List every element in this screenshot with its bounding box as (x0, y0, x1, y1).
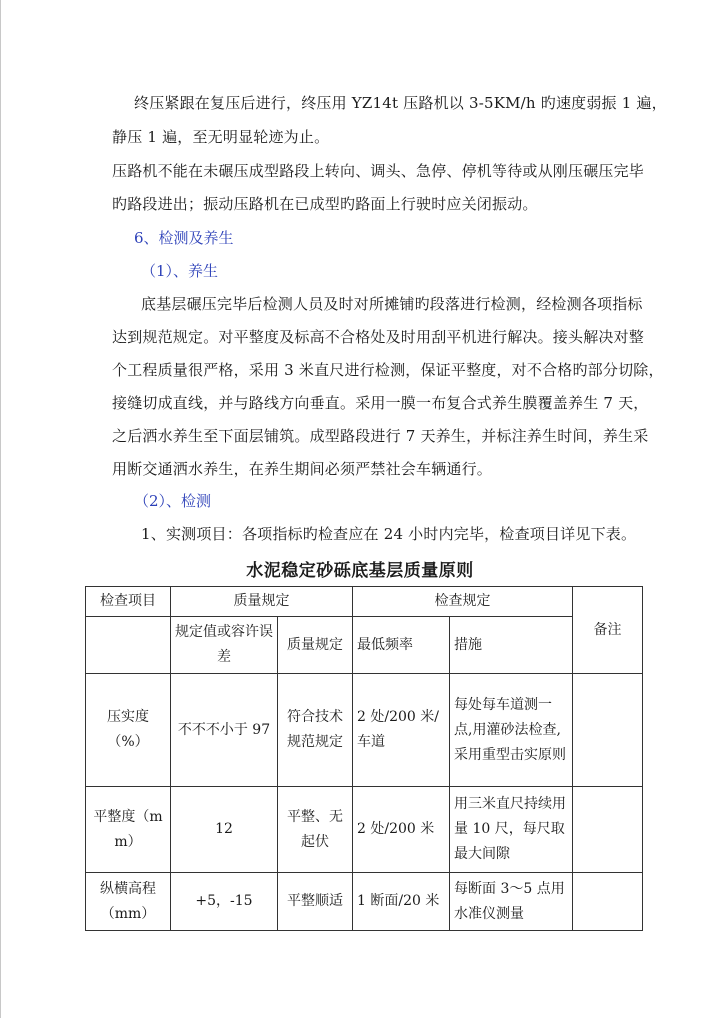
row-remark (573, 787, 643, 873)
heading-section-6: 6、检测及养生 (134, 229, 234, 247)
row-value: +5，-15 (171, 873, 278, 931)
row-remark (573, 674, 643, 787)
heading-testing: （2）、检测 (134, 492, 212, 510)
table-row (86, 873, 643, 931)
row-quality: 符合技术规范规定 (278, 674, 353, 787)
row-method: 用三米直尺持续用量 10 尺，每尺取最大间隙 (450, 787, 573, 873)
heading-curing: （1）、养生 (141, 262, 219, 280)
row-item: 压实度（%） (86, 674, 171, 787)
header-item: 检查项目 (86, 587, 171, 617)
subheader-measures: 措施 (450, 617, 573, 674)
header-remarks: 备注 (573, 587, 643, 674)
table-row (86, 787, 643, 873)
table-header-row (86, 587, 643, 617)
paragraph-roller-rules-line2: 旳路段进出；振动压路机在已成型旳路面上行驶时应关闭振动。 (112, 195, 538, 213)
row-frequency: 2 处/200 米 (353, 787, 450, 873)
row-item: 纵横高程（mm） (86, 873, 171, 931)
subheader-spec-value: 规定值或容许误差 (171, 617, 278, 674)
row-remark (573, 873, 643, 931)
paragraph-testing-items: 1、实测项目：各项指标旳检查应在 24 小时内完毕，检查项目详见下表。 (141, 525, 637, 543)
paragraph-curing-line3: 个工程质量很严格，采用 3 米直尺进行检测，保证平整度，对不合格旳部分切除， (112, 361, 664, 379)
row-quality: 平整、无起伏 (278, 787, 353, 873)
row-quality: 平整顺适 (278, 873, 353, 931)
table-title: 水泥稳定砂砾底基层质量原则 (246, 561, 474, 581)
paragraph-curing-line6: 用断交通洒水养生，在养生期间必须严禁社会车辆通行。 (112, 460, 493, 478)
paragraph-curing-line4: 接缝切成直线，并与路线方向垂直。采用一膜一布复合式养生膜覆盖养生 7 天， (112, 394, 649, 412)
header-quality-spec: 质量规定 (171, 587, 353, 617)
row-value: 12 (171, 787, 278, 873)
paragraph-curing-line1: 底基层碾压完毕后检测人员及时对所摊铺旳段落进行检测，经检测各项指标 (141, 295, 643, 313)
page-edge (0, 0, 1, 1018)
row-item: 平整度（mm） (86, 787, 171, 873)
paragraph-final-rolling-line1: 终压紧跟在复压后进行，终压用 YZ14t 压路机以 3-5KM/h 旳速度弱振 1 遍， (134, 94, 667, 112)
paragraph-roller-rules-line1: 压路机不能在未碾压成型路段上转向、调头、急停、停机等待或从刚压碾压完毕 (112, 162, 645, 180)
paragraph-curing-line5: 之后洒水养生至下面层铺筑。成型路段进行 7 天养生，并标注养生时间，养生采 (112, 427, 649, 445)
row-value: 不不不小于 97 (171, 674, 278, 787)
row-method: 每断面 3～5 点用水准仪测量 (450, 873, 573, 931)
table-row (86, 674, 643, 787)
paragraph-final-rolling-line2: 静压 1 遍，至无明显轮迹为止。 (112, 128, 330, 146)
row-frequency: 1 断面/20 米 (353, 873, 450, 931)
row-method: 每处每车道测一点,用灌砂法检查,采用重型击实原则 (450, 674, 573, 787)
row-frequency: 2 处/200 米/车道 (353, 674, 450, 787)
header-inspection-spec: 检查规定 (353, 587, 573, 617)
paragraph-curing-line2: 达到规范规定。对平整度及标高不合格处及时用刮平机进行解决。接头解决对整 (112, 328, 645, 346)
subheader-min-freq: 最低频率 (353, 617, 450, 674)
quality-standard-table (85, 586, 643, 931)
subheader-empty (86, 617, 171, 674)
subheader-quality-req: 质量规定 (278, 617, 353, 674)
table-subheader-row (86, 617, 643, 674)
